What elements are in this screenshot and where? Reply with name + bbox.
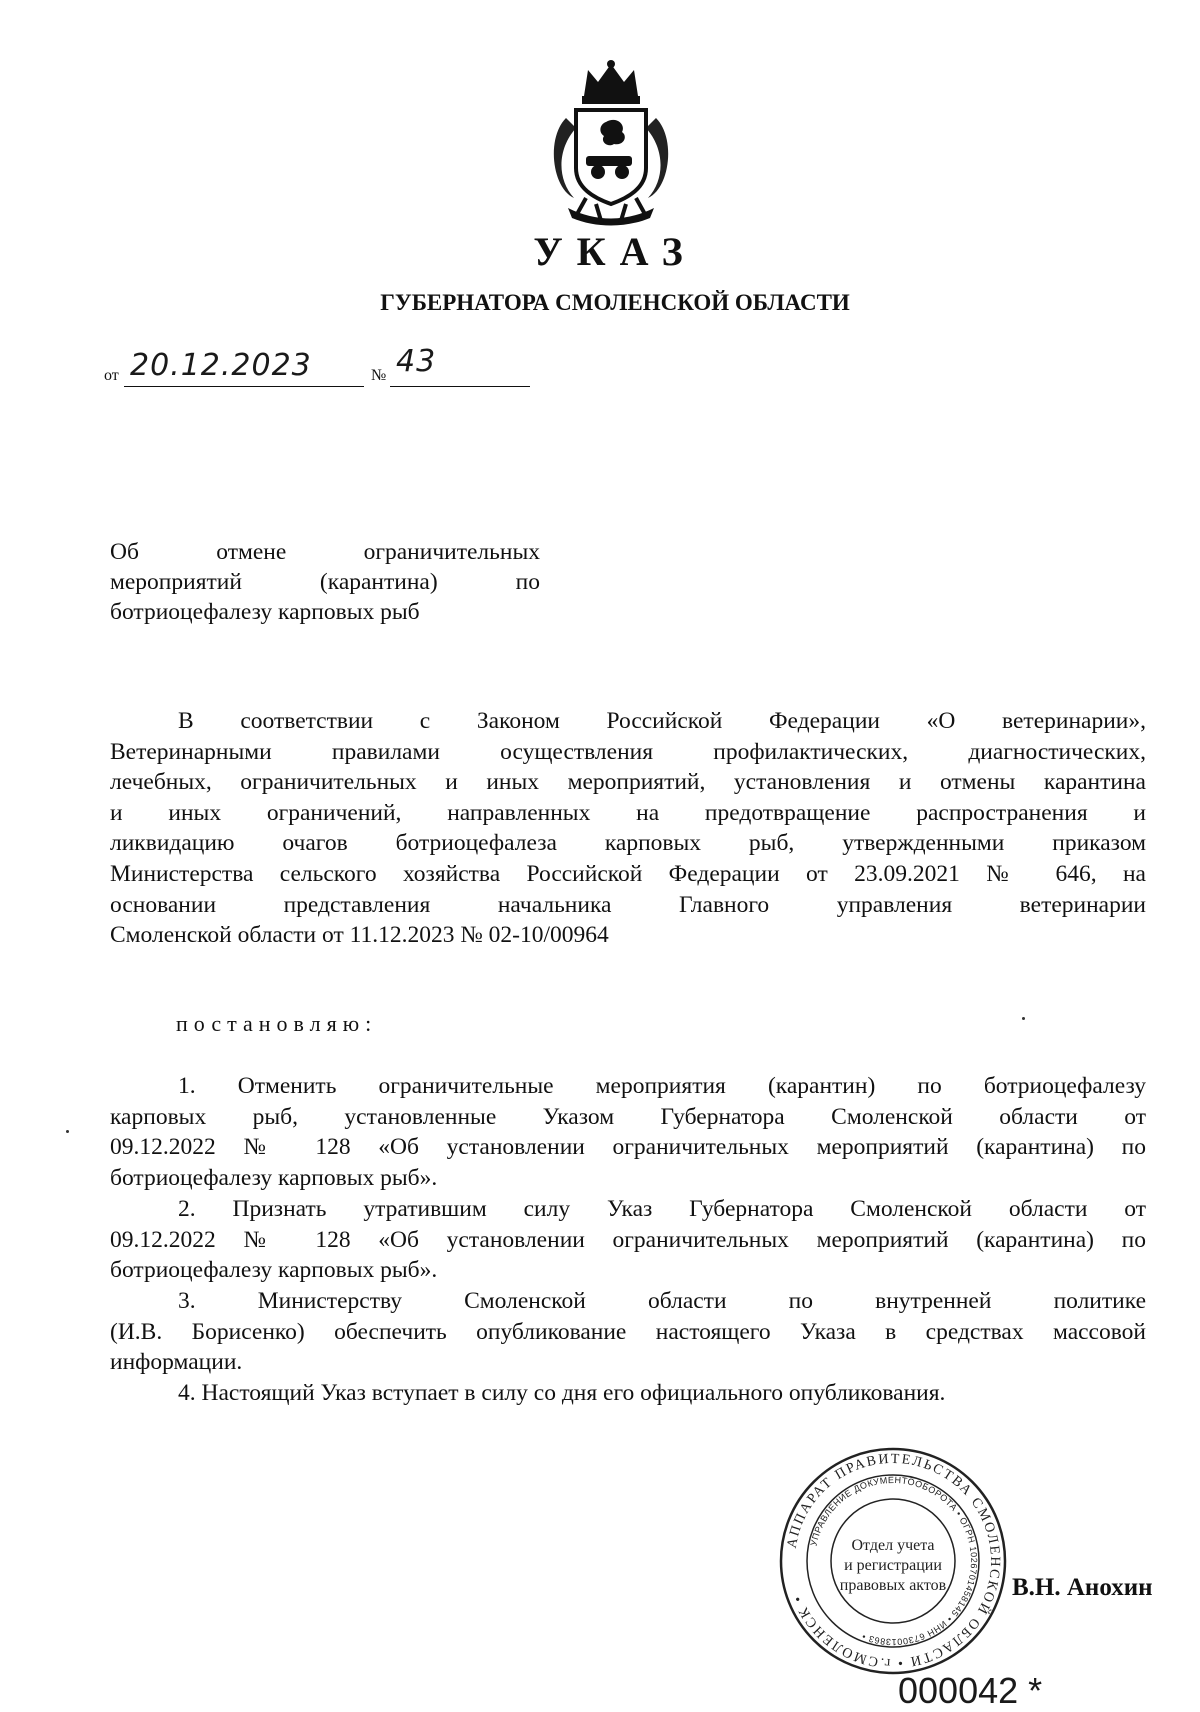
subject-line: мероприятий (карантина) по bbox=[110, 569, 540, 595]
item-line: (И.В. Борисенко) обеспечить опубликование настоящего Указа в средствах массовой bbox=[110, 1318, 1146, 1345]
item-line: 3. Министерству Смоленской области по внутренней политике bbox=[178, 1288, 1146, 1314]
preamble-line: Министерства сельского хозяйства Российской Федерации от 23.09.2021 № 646, на bbox=[110, 860, 1146, 887]
date-value: 20.12.2023 bbox=[130, 348, 312, 383]
item-line: ботриоцефалезу карповых рыб». bbox=[110, 1164, 438, 1191]
item-line: 1. Отменить ограничительные мероприятия (карантин) по ботриоцефалезу bbox=[178, 1073, 1146, 1099]
number-label: № bbox=[371, 367, 387, 384]
document-title: УКАЗ bbox=[533, 229, 697, 274]
item-line: 2. Признать утратившим силу Указ Губернатора Смоленской области от bbox=[178, 1196, 1146, 1222]
number-underline bbox=[390, 386, 530, 387]
signature-name: В.Н. Анохин bbox=[1012, 1574, 1153, 1601]
subject-line: Об отмене ограничительных bbox=[110, 539, 540, 565]
svg-text:и регистрации: и регистрации bbox=[844, 1557, 942, 1574]
date-underline bbox=[124, 386, 364, 387]
item-line: ботриоцефалезу карповых рыб». bbox=[110, 1257, 438, 1284]
preamble bbox=[110, 706, 1146, 951]
official-seal-icon bbox=[778, 1446, 1008, 1676]
preamble-line: лечебных, ограничительных и иных мероприятий, установления и отмены карантина bbox=[110, 769, 1146, 796]
item-line: информации. bbox=[110, 1349, 243, 1376]
item-1 bbox=[110, 1071, 1146, 1193]
date-label: от bbox=[104, 367, 119, 384]
svg-text:Отдел учета: Отдел учета bbox=[851, 1537, 935, 1554]
preamble-line: В соответствии с Законом Российской Федерации «О ветеринарии», bbox=[178, 708, 1146, 734]
item-line: 09.12.2022 № 128 «Об установлении ограничительных мероприятий (карантина) по bbox=[110, 1226, 1146, 1253]
item-line: карповых рыб, установленные Указом Губернатора Смоленской области от bbox=[110, 1103, 1146, 1130]
item-line: 4. Настоящий Указ вступает в силу со дня его официального опубликования. bbox=[178, 1380, 946, 1406]
item-line: 09.12.2022 № 128 «Об установлении ограничительных мероприятий (карантина) по bbox=[110, 1134, 1146, 1161]
preamble-line: ликвидацию очагов ботриоцефалеза карповых рыб, утвержденными приказом bbox=[110, 830, 1146, 857]
coat-of-arms-icon bbox=[546, 58, 676, 230]
scan-dot bbox=[66, 1130, 69, 1133]
svg-text:АППАРАТ ПРАВИТЕЛЬСТВА СМОЛЕНСК: АППАРАТ ПРАВИТЕЛЬСТВА СМОЛЕНСКОЙ ОБЛАСТИ • г.СМОЛЕНСК • bbox=[784, 1451, 1003, 1671]
svg-text:УПРАВЛЕНИЕ ДОКУМЕНТООБОРОТА •: УПРАВЛЕНИЕ ДОКУМЕНТООБОРОТА • ОГРН 1026701458145 • ИНН 6730013863 • bbox=[808, 1474, 980, 1648]
svg-text:правовых актов: правовых актов bbox=[839, 1577, 947, 1594]
scan-dot bbox=[1022, 1017, 1025, 1020]
registration-number: 000042 * bbox=[898, 1670, 1043, 1711]
item-4 bbox=[110, 1378, 1146, 1409]
document-subtitle: ГУБЕРНАТОРА СМОЛЕНСКОЙ ОБЛАСТИ bbox=[380, 290, 850, 315]
preamble-line: Ветеринарными правилами осуществления профилактических, диагностических, bbox=[110, 738, 1146, 765]
item-3 bbox=[110, 1286, 1146, 1378]
item-2 bbox=[110, 1194, 1146, 1286]
preamble-line: основании представления начальника Главного управления ветеринарии bbox=[110, 891, 1146, 918]
preamble-line: и иных ограничений, направленных на предотвращение распространения и bbox=[110, 799, 1146, 826]
subject-line: ботриоцефалезу карповых рыб bbox=[110, 599, 420, 625]
preamble-line: Смоленской области от 11.12.2023 № 02-10/00964 bbox=[110, 922, 609, 949]
decree-word: постановляю: bbox=[176, 1011, 378, 1036]
number-value: 43 bbox=[396, 344, 437, 379]
document-subject bbox=[110, 537, 540, 627]
